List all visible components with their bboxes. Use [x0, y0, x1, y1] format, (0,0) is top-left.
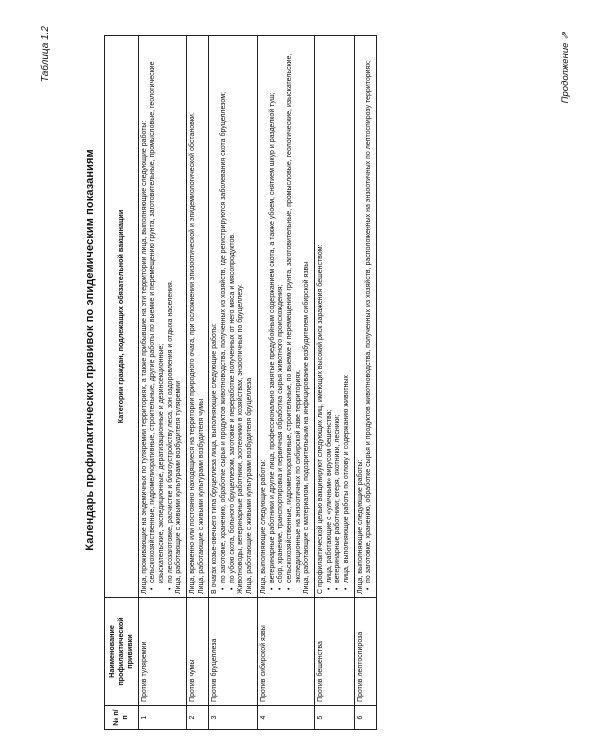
vaccine-name: Против сибирской язвы	[257, 598, 314, 706]
column-header-vaccine: Наименование профилактической прививки	[105, 598, 139, 706]
category-bullet-item: • сельскохозяйственные, гидромелиоративные, строительные, по выемке и перемещению грунта, заготовительные, промысловые, геологические, изыскательские, экспедиционные на энзоотичных по сибирской язве территориях.	[286, 39, 303, 594]
category-text: Лица, проживающие на эндемичных по туляремии территориях, а также прибывшие на эти территории лица, выполняющие следующие работы:	[140, 120, 148, 594]
vaccine-name: Против лептоспироза	[354, 598, 376, 706]
category-text: Лица, выполняющие следующие работы:	[259, 459, 267, 594]
table-row	[354, 36, 376, 730]
table-row	[209, 36, 257, 730]
table-row	[314, 36, 354, 730]
category-bullet-item: • сельскохозяйственные, гидромелиоративные, строительные, другие работы по выемке и перемещению грунта, заготовительные, промысловые, геологические изыскательские, экспедиционные, дератизационные и дезинсекционные;	[149, 39, 166, 594]
eligible-categories	[187, 36, 209, 598]
row-number: 1	[138, 706, 186, 730]
table-body	[138, 36, 376, 730]
category-bullet-item: • ветеринарные работники и другие лица, профессионально занятые предубойным содержанием скота, а также убоем, снятием шкур и разделкой туш;	[269, 39, 278, 594]
page-title: Календарь профилактических прививок по эпидемическим показаниям	[84, 149, 96, 551]
table-row	[187, 36, 209, 730]
category-bullet-item: • ветеринарные работники; егеря, охотники, лесники;	[334, 39, 343, 594]
category-text: В очагах козье-овечьего типа бруцеллеза лица, выполняющие следующие работы:	[211, 323, 219, 594]
table-number: Таблица 1.2	[40, 26, 51, 83]
continuation-note: Продолжение ⇗	[560, 32, 571, 104]
row-number: 3	[209, 706, 257, 730]
row-number: 2	[187, 706, 209, 730]
eligible-categories	[314, 36, 354, 598]
category-bullet-item: • лица, выполняющие работы по отлову и содержанию животных	[343, 39, 352, 594]
eligible-categories	[257, 36, 314, 598]
column-header-number: № п/п	[105, 706, 139, 730]
category-text: Лица, работающие с живыми культурами возбудителя чумы	[197, 398, 205, 594]
eligible-categories	[209, 36, 257, 598]
vaccine-name: Против чумы	[187, 598, 209, 706]
column-header-categories: Категории граждан, подлежащих обязательной вакцинации	[105, 36, 139, 598]
category-bullet-item: • по убою скота, больного бруцеллезом, заготовке и переработке полученных от него мяса и мясопродуктов.	[229, 39, 238, 594]
row-number: 4	[257, 706, 314, 730]
eligible-categories	[354, 36, 376, 598]
vaccine-name: Против бешенства	[314, 598, 354, 706]
vaccination-table	[104, 35, 377, 730]
category-text: Животноводы, ветеринарные работники, зоотехники в хозяйствах, энзоотичных по бруцеллезу.	[237, 284, 245, 594]
category-bullet-item: • по заготовке, хранению, обработке сырья и продуктов животноводства, полученных из хозяйств, где регистрируются заболевания скота бруцеллезом;	[220, 39, 229, 594]
table-header-row	[105, 36, 139, 730]
category-bullet-item: • сбор, хранение, транспортировка и первичная обработка сырья животного происхождения;	[277, 39, 286, 594]
category-text: Лица, работающие с живыми культурами возбудителя бруцеллеза	[246, 377, 254, 594]
eligible-categories	[138, 36, 186, 598]
category-text: Лица, выполняющие следующие работы:	[356, 459, 364, 594]
category-text: Лица, работающие с живыми культурами возбудителя туляремии	[175, 380, 183, 594]
row-number: 6	[354, 706, 376, 730]
category-bullet-item: • по заготовке, хранению, обработке сырья и продуктов животноводства, полученных из хозяйств, расположенных на энзоотичных по лептоспирозу территориях;	[365, 39, 374, 594]
category-bullet-item: • по лесозаготовке, расчистке и благоустройству леса, зон оздоровления и отдыха населения.	[167, 39, 176, 594]
table-row	[138, 36, 186, 730]
category-text: Лица, временно или постоянно находящиеся на территории природного очага, при осложнении эпизоотической и эпидемиологической обстановки.	[189, 112, 197, 594]
category-text: С профилактической целью вакцинируют следующих лиц, имеющих высокий риск заражения бешенством:	[316, 244, 324, 594]
vaccine-name: Против туляремии	[138, 598, 186, 706]
category-bullet-item: • лица, работающие с «уличным» вирусом бешенства;	[326, 39, 335, 594]
category-text: Лица, работающие с материалом, подозрительным на инфицирование возбудителем сибирской язвы	[303, 261, 311, 594]
row-number: 5	[314, 706, 354, 730]
vaccine-name: Против бруцеллеза	[209, 598, 257, 706]
table-row	[257, 36, 314, 730]
